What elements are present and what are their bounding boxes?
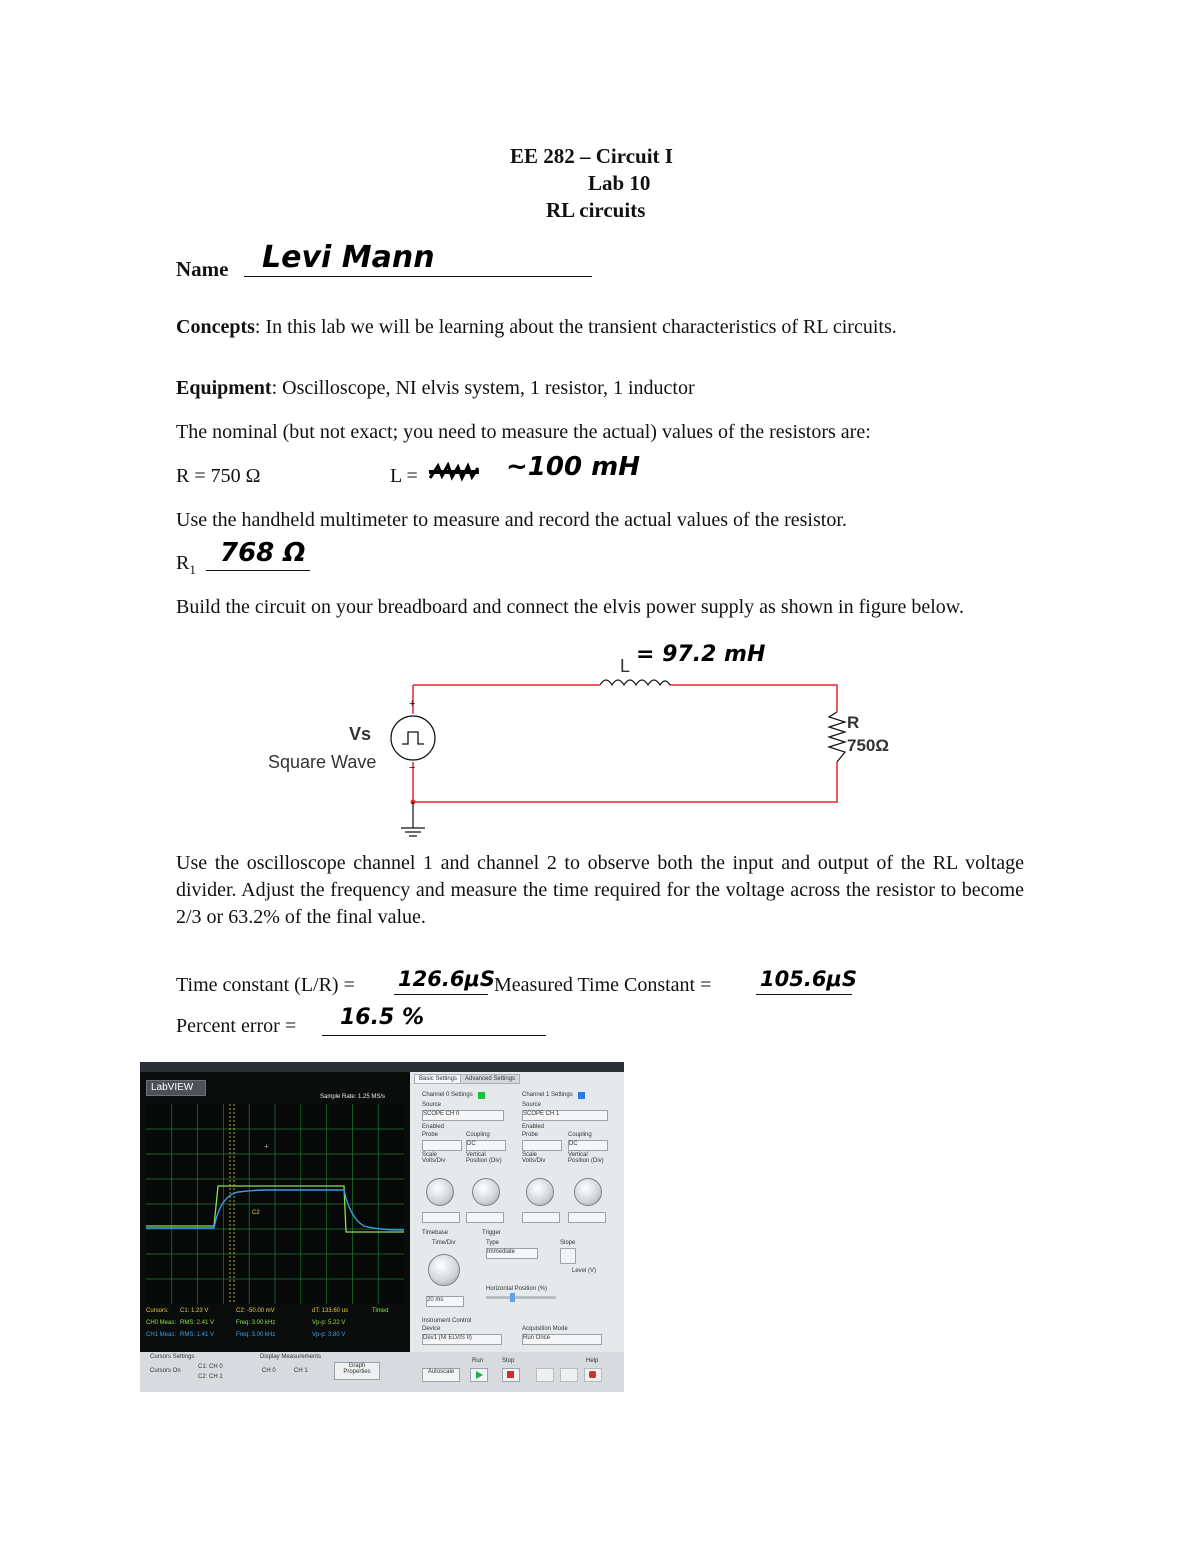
percent-error-row [176, 1005, 576, 1045]
handwritten-inductor-value: = 97.2 mH [636, 642, 766, 667]
ch1-freq: Freq: 3.00 kHz [236, 1332, 276, 1338]
inductor-label: L [620, 656, 631, 676]
r1-row [176, 538, 336, 578]
tab-basic-settings[interactable]: Basic Settings [414, 1074, 462, 1084]
ch0-probe-select[interactable] [422, 1140, 462, 1151]
acquisition-mode-label: Acquisition Mode [522, 1326, 568, 1332]
nominal-intro: The nominal (but not exact; you need to measure the actual) values of the resistors are: [176, 421, 871, 443]
log-button[interactable] [560, 1368, 578, 1382]
trigger-title: Trigger [482, 1230, 501, 1236]
trigger-level-label: Level (V) [572, 1268, 597, 1274]
tab-advanced-settings[interactable]: Advanced Settings [460, 1074, 520, 1084]
mtc-underline [756, 994, 852, 995]
device-label: Device [422, 1326, 441, 1332]
trigger-type-label: Type [486, 1240, 500, 1246]
handwritten-percent-error: 16.5 % [340, 1005, 424, 1030]
settings-panel [410, 1072, 624, 1352]
timediv-field[interactable]: 20 ms [426, 1296, 464, 1307]
ch1-probe-select[interactable] [522, 1140, 562, 1151]
source-description: Square Wave [268, 752, 377, 772]
name-underline [244, 276, 592, 277]
stop-icon [507, 1371, 514, 1378]
ch0-source-label: Source [422, 1102, 442, 1108]
stop-label: Stop [502, 1358, 515, 1364]
meas-c2: C2: -50.00 mV [236, 1308, 275, 1314]
cursor-c2-label: C2 [252, 1210, 260, 1216]
meas-cursors: Cursors: [146, 1308, 169, 1314]
ch1-scale-field[interactable] [522, 1212, 560, 1223]
scope-display-panel [140, 1072, 410, 1352]
pe-underline [322, 1035, 546, 1036]
meas-c1: C1: 1.23 V [180, 1308, 209, 1314]
ch0-probe-label: Probe [422, 1132, 439, 1138]
sample-rate: Sample Rate: 1.25 MS/s [320, 1094, 386, 1100]
nominal-r: R = 750 Ω [176, 465, 261, 487]
equipment-label: Equipment [176, 377, 272, 399]
labview-logo: LabVIEW [146, 1080, 206, 1096]
ch0-vpos-label: Vertical Position (Div) [466, 1152, 502, 1164]
ch0-scale-label: Scale Volts/Div [422, 1152, 446, 1164]
ground-icon [401, 828, 425, 836]
time-constant-row [176, 967, 996, 1004]
ch1-vpos-knob[interactable] [574, 1178, 602, 1206]
ch0-enabled-checkbox[interactable]: Enabled [422, 1124, 445, 1130]
timediv-label: Time/Div [432, 1240, 456, 1246]
ch0-settings-title: Channel 0 Settings [422, 1092, 473, 1098]
help-button[interactable] [584, 1368, 602, 1382]
run-label: Run [472, 1358, 484, 1364]
play-icon [476, 1371, 483, 1379]
resistor-value: 750Ω [847, 736, 889, 755]
ch0-source-select[interactable]: SCOPE CH 0 [422, 1110, 504, 1121]
timed-indicator: Timed [372, 1308, 389, 1314]
device-select[interactable]: Dev1 (NI ELVIS II) [422, 1334, 502, 1345]
source-plus: + [409, 698, 416, 710]
equipment-paragraph [176, 373, 996, 403]
nominal-l-label: L = [390, 465, 418, 487]
ch1-vpos-label: Vertical Position (Div) [568, 1152, 604, 1164]
scribble-mark [428, 462, 480, 482]
equipment-text: : Oscilloscope, NI elvis system, 1 resistor, 1 inductor [271, 377, 695, 399]
ch0-coupling-label: Coupling [466, 1132, 490, 1138]
handwritten-r1: 768 Ω [220, 538, 306, 568]
scope-graph [146, 1104, 404, 1304]
cursor-settings-title: Cursors Settings [150, 1354, 195, 1360]
horizontal-position-label: Horizontal Position (%) [486, 1286, 548, 1292]
tc-label: Time constant (L/R) = [176, 974, 355, 996]
meas-dt: dT: 133.60 us [312, 1308, 349, 1314]
ch1-meas-label: CH1 Meas: [146, 1332, 177, 1338]
wire-top-right [670, 685, 837, 712]
course-title: EE 282 – Circuit I [510, 144, 673, 168]
instrument-control-title: Instrument Control [422, 1318, 472, 1324]
source-name: Vs [349, 724, 372, 744]
lab-topic: RL circuits [546, 198, 646, 222]
ch0-meas-label: CH0 Meas: [146, 1320, 177, 1326]
name-row [176, 240, 596, 292]
print-button[interactable] [536, 1368, 554, 1382]
ch1-enabled-checkbox[interactable]: Enabled [522, 1124, 545, 1130]
display-ch1-checkbox[interactable]: CH 1 [294, 1368, 308, 1374]
stop-button[interactable] [502, 1368, 520, 1382]
concepts-label: Concepts [176, 316, 255, 338]
ch0-vpos-field[interactable] [466, 1212, 504, 1223]
ch0-scale-knob[interactable] [426, 1178, 454, 1206]
ch1-color-swatch [578, 1092, 585, 1099]
handwritten-name: Levi Mann [262, 240, 435, 275]
ch1-coupling-label: Coupling [568, 1132, 592, 1138]
ch1-vpos-field[interactable] [568, 1212, 606, 1223]
pe-label: Percent error = [176, 1015, 297, 1037]
crosshair-marker: + [264, 1142, 269, 1151]
cursor-c1-channel[interactable]: C1: CH 0 [198, 1364, 223, 1370]
inductor-symbol [600, 680, 670, 685]
ch0-rms: RMS: 2.41 V [180, 1320, 215, 1326]
build-instruction: Build the circuit on your breadboard and connect the elvis power supply as shown in figure below. [176, 596, 964, 618]
source-minus: − [409, 762, 416, 774]
window-title-bar [140, 1062, 624, 1072]
ch1-vpp: Vp-p: 3.80 V [312, 1332, 346, 1338]
trigger-slope-button[interactable] [560, 1248, 576, 1264]
cursor-c2-channel[interactable]: C2: CH 1 [198, 1374, 223, 1380]
mtc-label: Measured Time Constant = [494, 974, 712, 996]
display-measurements-title: Display Measurements [260, 1354, 322, 1360]
ch0-color-swatch [478, 1092, 485, 1099]
ch1-scale-label: Scale Volts/Div [522, 1152, 546, 1164]
lab-number: Lab 10 [588, 171, 651, 195]
ch0-scale-field[interactable] [422, 1212, 460, 1223]
autoscale-button[interactable]: Autoscale [422, 1368, 460, 1382]
tc-underline [394, 994, 488, 995]
oscilloscope-screenshot [140, 1062, 624, 1392]
acquisition-mode-select[interactable]: Run Once [522, 1334, 602, 1345]
handwritten-l-value: ~100 mH [506, 452, 640, 482]
r1-label: R [176, 552, 190, 574]
timediv-knob[interactable] [428, 1254, 460, 1286]
observe-instruction: Use the oscilloscope channel 1 and channel 2 to observe both the input and output of the RL voltage divider. Adjust the frequency and measure the time required for the voltage across the resistor to become 2/3 or 63.2% of the final value. [176, 852, 1024, 928]
ch0-vpos-knob[interactable] [472, 1178, 500, 1206]
graph-properties-button[interactable]: Graph Properties [334, 1362, 380, 1380]
rl-schematic [260, 640, 960, 840]
resistor-symbol [829, 712, 845, 762]
horizontal-position-slider[interactable] [486, 1296, 556, 1299]
handwritten-tc: 126.6μS [398, 967, 496, 991]
ch0-coupling-select[interactable]: DC [466, 1140, 506, 1151]
r1-underline [206, 570, 310, 571]
cursors-on-checkbox[interactable]: Cursors On [150, 1368, 181, 1374]
wire-bottom [413, 762, 837, 802]
voltage-source-circle [391, 716, 435, 760]
bottom-control-bar [140, 1352, 624, 1392]
ch1-coupling-select[interactable]: DC [568, 1140, 608, 1151]
run-button[interactable] [470, 1368, 488, 1382]
r1-subscript: 1 [189, 562, 196, 577]
timebase-title: Timebase [422, 1230, 449, 1236]
ch1-scale-knob[interactable] [526, 1178, 554, 1206]
ch1-settings-title: Channel 1 Settings [522, 1092, 573, 1098]
help-icon [589, 1371, 596, 1378]
concepts-paragraph [176, 312, 996, 342]
ch0-vpp: Vp-p: 5.22 V [312, 1320, 346, 1326]
help-label: Help [586, 1358, 599, 1364]
ch1-probe-label: Probe [522, 1132, 539, 1138]
handwritten-mtc: 105.6μS [760, 967, 858, 991]
trigger-slope-label: Slope [560, 1240, 576, 1246]
name-label: Name [176, 257, 229, 281]
multimeter-instruction: Use the handheld multimeter to measure and record the actual values of the resistor. [176, 509, 847, 531]
display-ch0-checkbox[interactable]: CH 0 [262, 1368, 276, 1374]
ch1-rms: RMS: 1.41 V [180, 1332, 215, 1338]
ch1-source-select[interactable]: SCOPE CH 1 [522, 1110, 608, 1121]
ch1-source-label: Source [522, 1102, 542, 1108]
trigger-type-select[interactable]: Immediate [486, 1248, 538, 1259]
ch0-freq: Freq: 3.00 kHz [236, 1320, 276, 1326]
concepts-text: : In this lab we will be learning about the transient characteristics of RL circuits. [254, 316, 897, 338]
resistor-label: R [847, 713, 860, 732]
